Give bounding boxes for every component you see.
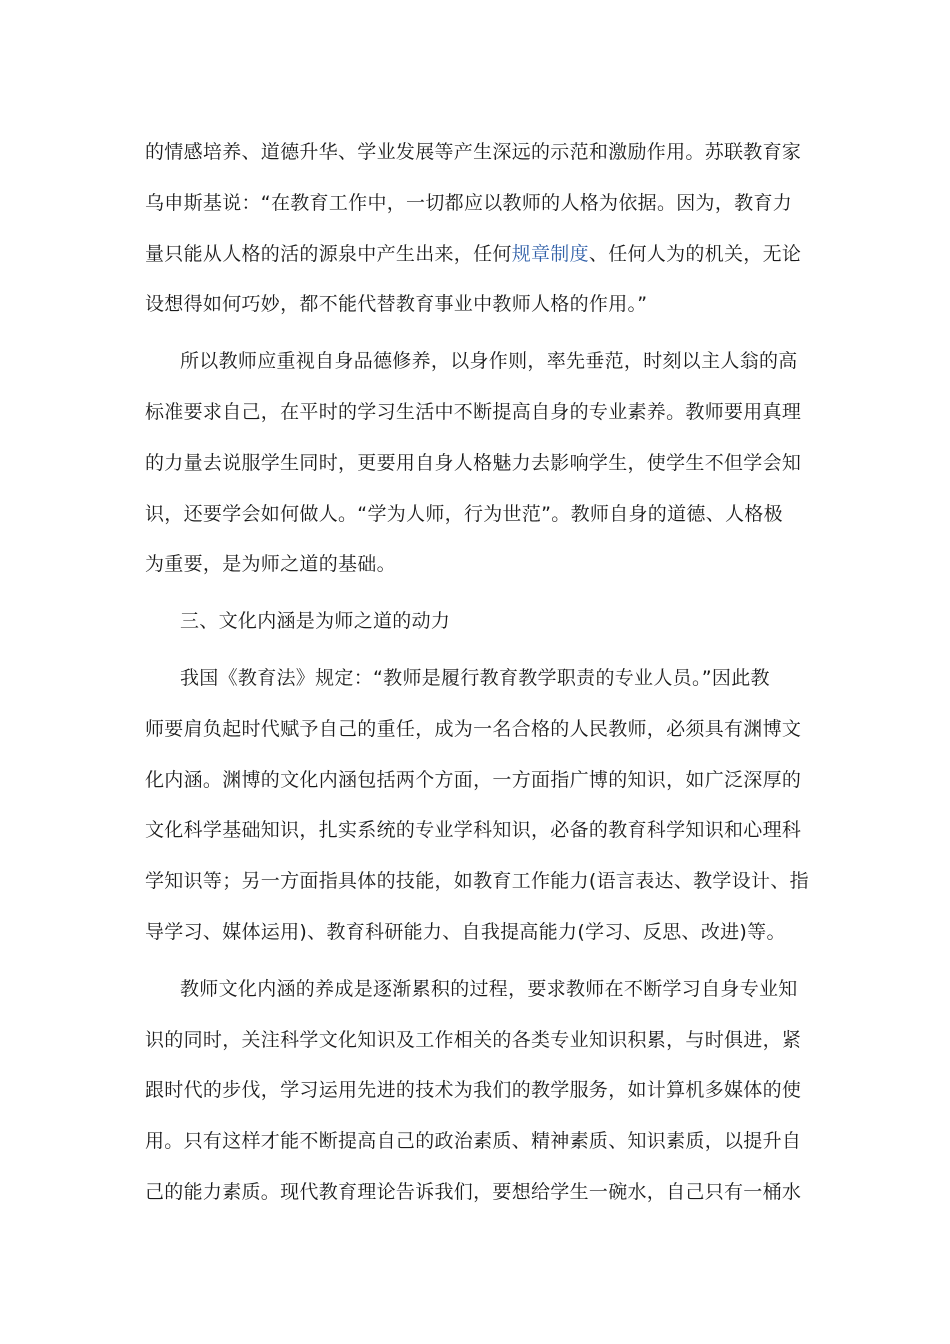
paragraph-1 (145, 127, 805, 330)
document-body (145, 127, 809, 1218)
paragraph-line: 师要肩负起时代赋予自己的重任，成为一名合格的人民教师，必须具有渊博文 (145, 717, 802, 740)
paragraph-line: 的力量去说服学生同时，更要用自身人格魅力去影响学生，使学生不但学会知 (145, 451, 802, 474)
paragraph-line: 设想得如何巧妙，都不能代替教育事业中教师人格的作用。” (145, 293, 648, 316)
paragraph-4 (145, 964, 805, 1218)
section-heading-3 (145, 596, 805, 647)
paragraph-line: 教师文化内涵的养成是逐渐累积的过程，要求教师在不断学习自身专业知 (180, 977, 798, 1000)
paragraph-line-end: 、任何人为的机关，无论 (588, 242, 802, 265)
regulations-link[interactable]: 规章制度 (511, 242, 589, 265)
paragraph-line: 乌申斯基说：“在教育工作中，一切都应以教师的人格为依据。因为，教育力 (145, 191, 793, 214)
paragraph-line-start: 量只能从人格的活的源泉中产生出来，任何 (145, 242, 512, 265)
paragraph-line: 己的能力素质。现代教育理论告诉我们，要想给学生一碗水，自己只有一桶水 (145, 1180, 802, 1203)
paragraph-3 (145, 653, 809, 958)
paragraph-line: 标准要求自己，在平时的学习生活中不断提高自身的专业素养。教师要用真理 (145, 400, 802, 423)
paragraph-line: 用。只有这样才能不断提高自己的政治素质、精神素质、知识素质，以提升自 (145, 1130, 802, 1153)
paragraph-line: 文化科学基础知识，扎实系统的专业学科知识，必备的教育科学知识和心理科 (145, 819, 802, 842)
paragraph-line-with-link (145, 229, 805, 280)
paragraph-line: 跟时代的步伐，学习运用先进的技术为我们的教学服务，如计算机多媒体的使 (145, 1079, 802, 1102)
paragraph-line: 识，还要学会如何做人。“学为人师，行为世范”。教师自身的道德、人格极 (145, 502, 783, 525)
paragraph-line: 识的同时，关注科学文化知识及工作相关的各类专业知识积累，与时俱进，紧 (145, 1028, 802, 1051)
paragraph-line: 导学习、媒体运用)、教育科研能力、自我提高能力(学习、反思、改进)等。 (145, 920, 786, 943)
paragraph-2 (145, 336, 805, 590)
section-heading: 三、文化内涵是为师之道的动力 (180, 610, 451, 633)
paragraph-line: 化内涵。渊博的文化内涵包括两个方面，一方面指广博的知识，如广泛深厚的 (145, 768, 802, 791)
paragraph-line: 的情感培养、道德升华、学业发展等产生深远的示范和激励作用。苏联教育家 (145, 141, 802, 163)
paragraph-line: 为重要，是为师之道的基础。 (145, 553, 396, 576)
paragraph-line: 所以教师应重视自身品德修养，以身作则，率先垂范，时刻以主人翁的高 (180, 350, 798, 373)
paragraph-line: 我国《教育法》规定：“教师是履行教育教学职责的专业人员。”因此教 (180, 666, 770, 689)
paragraph-line: 学知识等；另一方面指具体的技能，如教育工作能力(语言表达、教学设计、指 (145, 870, 809, 893)
